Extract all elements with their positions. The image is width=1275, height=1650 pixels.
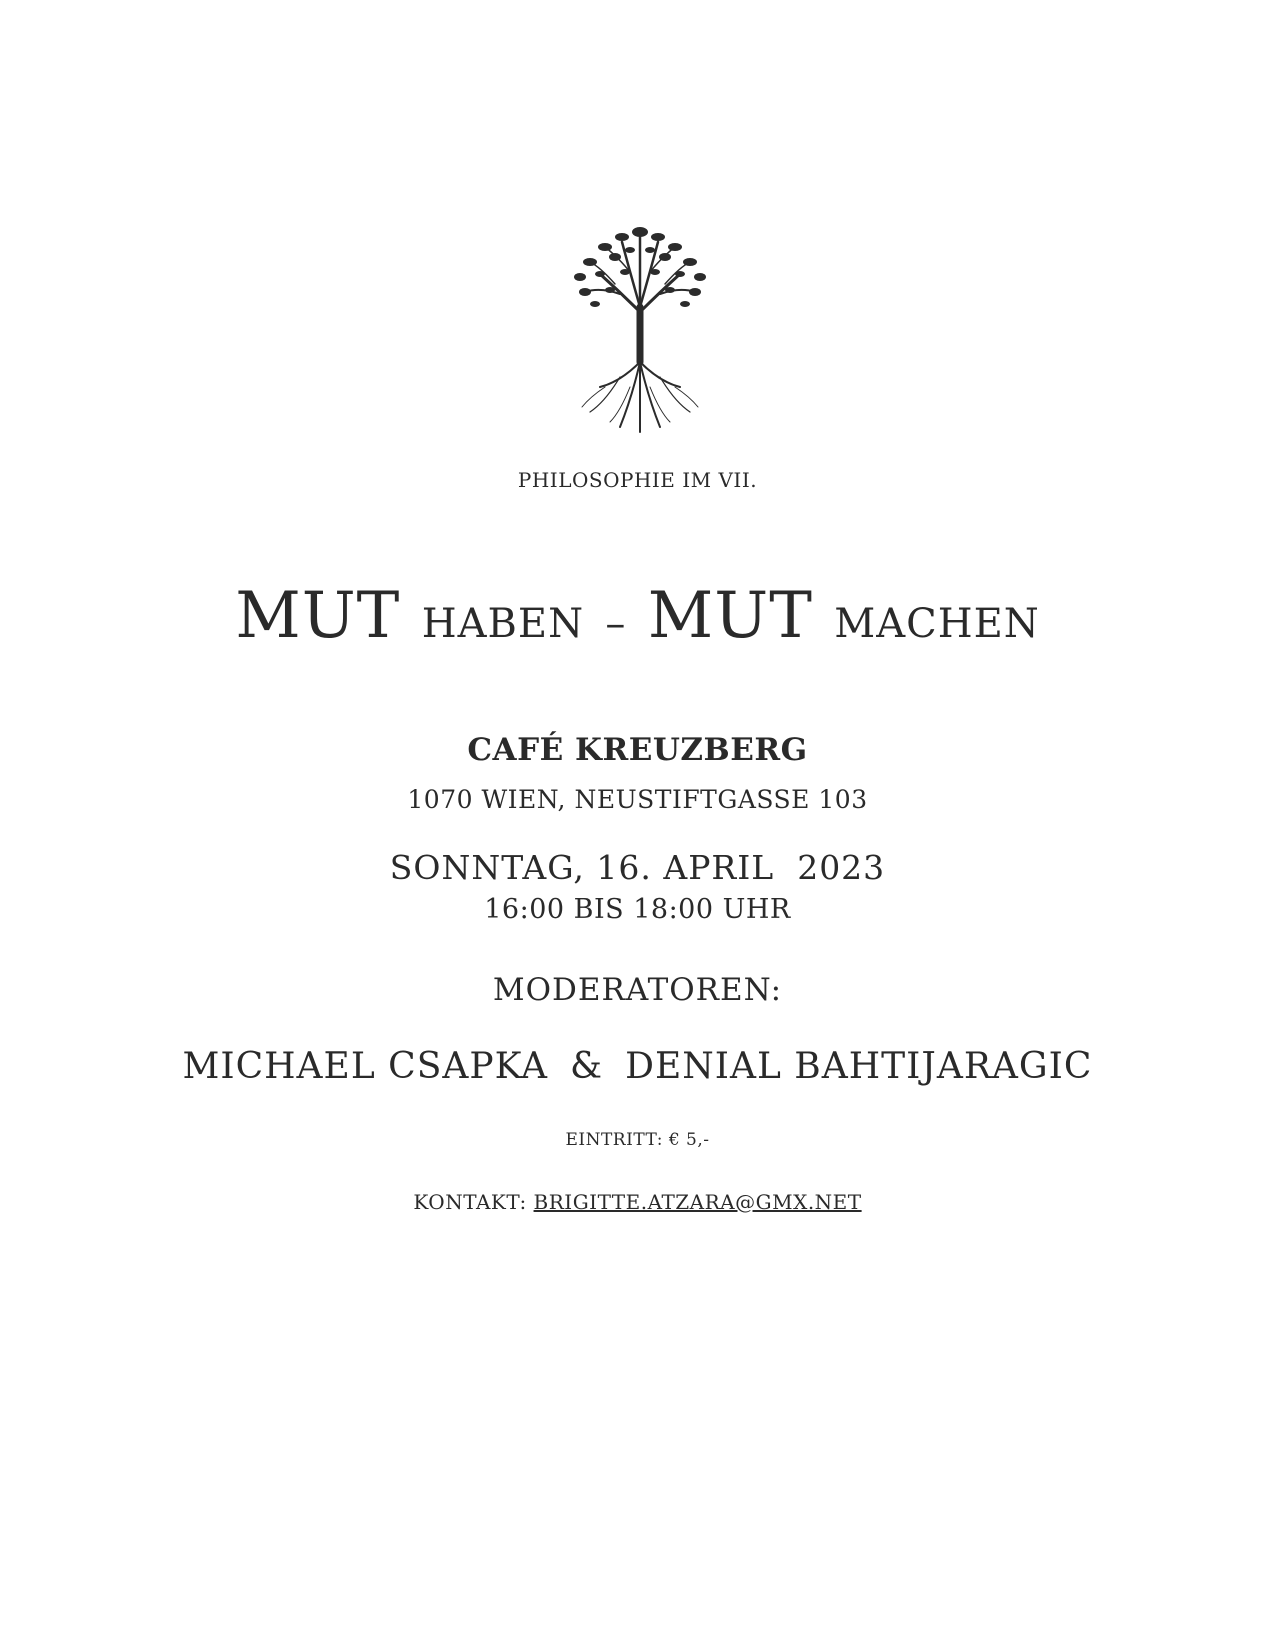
- tree-with-roots-icon: [560, 212, 720, 442]
- moderator-1: MICHAEL CSAPKA: [182, 1046, 549, 1087]
- moderator-2: DENIAL BAHTIJARAGIC: [625, 1046, 1093, 1087]
- series-name: PHILOSOPHIE IM VII.: [517, 468, 758, 492]
- contact-line: [0, 1190, 1275, 1214]
- title-word-mut-2: MUT: [647, 579, 813, 653]
- venue-name: CAFÉ KREUZBERG: [467, 732, 808, 768]
- contact-email-link[interactable]: BRIGITTE.ATZARA@GMX.NET: [533, 1190, 862, 1214]
- entry-fee: EINTRITT: € 5,-: [565, 1130, 710, 1150]
- event-time: 16:00 BIS 18:00 UHR: [484, 894, 791, 925]
- event-title: [0, 580, 1275, 660]
- title-word-machen: MACHEN: [834, 601, 1040, 647]
- title-word-haben: HABEN: [421, 601, 585, 647]
- event-date: SONNTAG, 16. APRIL 2023: [389, 848, 886, 887]
- moderators-names: [0, 1046, 1275, 1087]
- title-dash: –: [605, 601, 627, 647]
- title-word-mut-1: MUT: [235, 579, 401, 653]
- moderators-label: MODERATOREN:: [492, 972, 783, 1008]
- venue-address: 1070 WIEN, NEUSTIFTGASSE 103: [407, 785, 868, 814]
- contact-label: KONTAKT:: [413, 1190, 527, 1214]
- ampersand: &: [570, 1046, 604, 1087]
